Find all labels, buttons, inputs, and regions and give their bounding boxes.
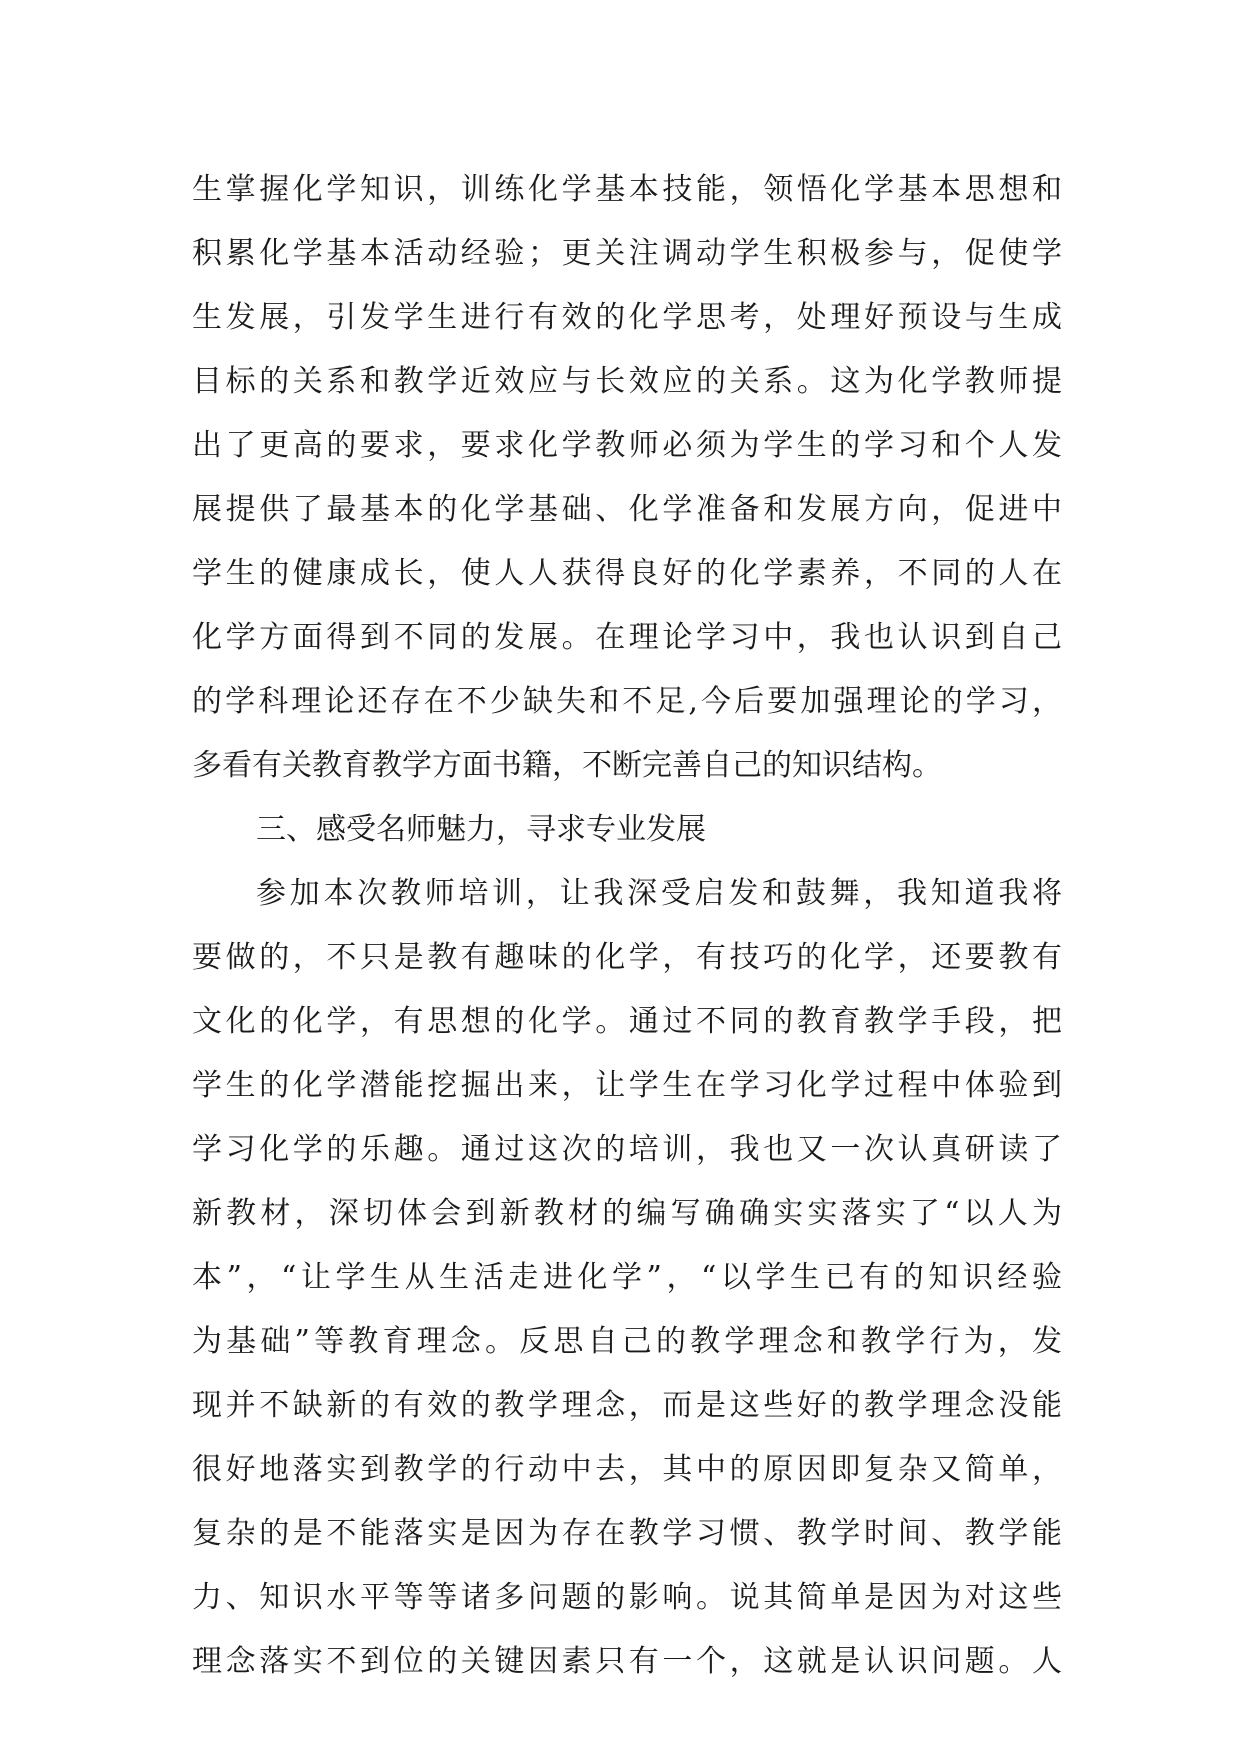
text-line: 新教材，深切体会到新教材的编写确确实实落实了“以人为 [192, 1196, 1062, 1231]
text-line: 多看有关教育教学方面书籍，不断完善自己的知识结构。 [192, 748, 942, 783]
text-line: 本”，“让学生从生活走进化学”，“以学生已有的知识经验 [192, 1260, 1062, 1295]
text-line: 生掌握化学知识，训练化学基本技能，领悟化学基本思想和 [192, 172, 1062, 207]
text-line: 积累化学基本活动经验；更关注调动学生积极参与，促使学 [192, 236, 1062, 271]
text-line: 文化的化学，有思想的化学。通过不同的教育教学手段，把 [192, 1004, 1062, 1039]
text-line: 展提供了最基本的化学基础、化学准备和发展方向，促进中 [192, 492, 1062, 527]
text-line: 理念落实不到位的关键因素只有一个，这就是认识问题。人 [192, 1644, 1062, 1679]
section-heading: 三、感受名师魅力，寻求专业发展 [256, 812, 706, 847]
text-line: 现并不缺新的有效的教学理念，而是这些好的教学理念没能 [192, 1388, 1062, 1423]
text-line: 出了更高的要求，要求化学教师必须为学生的学习和个人发 [192, 428, 1062, 463]
text-line: 学习化学的乐趣。通过这次的培训，我也又一次认真研读了 [192, 1132, 1062, 1167]
text-line: 化学方面得到不同的发展。在理论学习中，我也认识到自己 [192, 620, 1062, 655]
text-line: 为基础”等教育理念。反思自己的教学理念和教学行为，发 [192, 1324, 1062, 1359]
text-line: 的学科理论还存在不少缺失和不足,今后要加强理论的学习， [192, 684, 1062, 719]
text-line: 学生的健康成长，使人人获得良好的化学素养，不同的人在 [192, 556, 1062, 591]
text-line: 力、知识水平等等诸多问题的影响。说其简单是因为对这些 [192, 1580, 1062, 1615]
text-line: 复杂的是不能落实是因为存在教学习惯、教学时间、教学能 [192, 1516, 1062, 1551]
text-line: 目标的关系和教学近效应与长效应的关系。这为化学教师提 [192, 364, 1062, 399]
text-line: 要做的，不只是教有趣味的化学，有技巧的化学，还要教有 [192, 940, 1062, 975]
body-text [192, 158, 1062, 1694]
text-line: 很好地落实到教学的行动中去，其中的原因即复杂又简单， [192, 1452, 1062, 1487]
text-line: 参加本次教师培训，让我深受启发和鼓舞，我知道我将 [256, 876, 1062, 911]
text-line: 生发展，引发学生进行有效的化学思考，处理好预设与生成 [192, 300, 1062, 335]
text-line: 学生的化学潜能挖掘出来，让学生在学习化学过程中体验到 [192, 1068, 1062, 1103]
